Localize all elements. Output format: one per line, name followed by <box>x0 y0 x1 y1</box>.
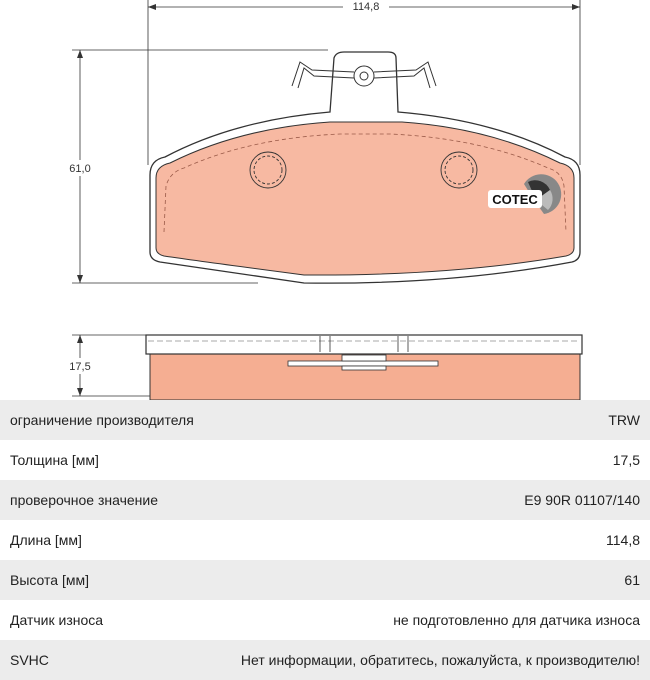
spec-value: 17,5 <box>612 452 640 468</box>
spec-row-height <box>0 560 650 600</box>
spring-clip <box>292 62 436 88</box>
spec-label: Длина [мм] <box>10 532 82 548</box>
spec-row-wear-sensor <box>0 600 650 640</box>
spec-value: 61 <box>624 572 640 588</box>
width-dimension-label: 114,8 <box>352 1 380 13</box>
spec-label: SVHC <box>10 652 49 668</box>
height-dimension-label: 61,0 <box>69 163 91 175</box>
side-view <box>146 335 582 400</box>
spec-row-test-mark <box>0 480 650 520</box>
cotec-logo-text: COTEC <box>492 192 538 207</box>
spec-label: ограничение производителя <box>10 412 194 428</box>
spec-row-thickness <box>0 440 650 480</box>
spec-label: Высота [мм] <box>10 572 89 588</box>
spec-row-length <box>0 520 650 560</box>
spec-table <box>0 400 650 680</box>
spec-value: 114,8 <box>606 532 640 548</box>
spec-value: E9 90R 01107/140 <box>524 492 640 508</box>
spec-label: Толщина [мм] <box>10 452 99 468</box>
spec-value: не подготовленно для датчика износа <box>393 612 640 628</box>
spec-row-manufacturer <box>0 400 650 440</box>
spec-label: Датчик износа <box>10 612 104 628</box>
spec-value: Нет информации, обратитесь, пожалуйста, к производителю! <box>240 652 640 668</box>
spec-label: проверочное значение <box>10 492 159 508</box>
spec-row-svhc <box>0 640 650 680</box>
spec-value: TRW <box>608 412 640 428</box>
thickness-dimension-label: 17,5 <box>69 361 91 373</box>
